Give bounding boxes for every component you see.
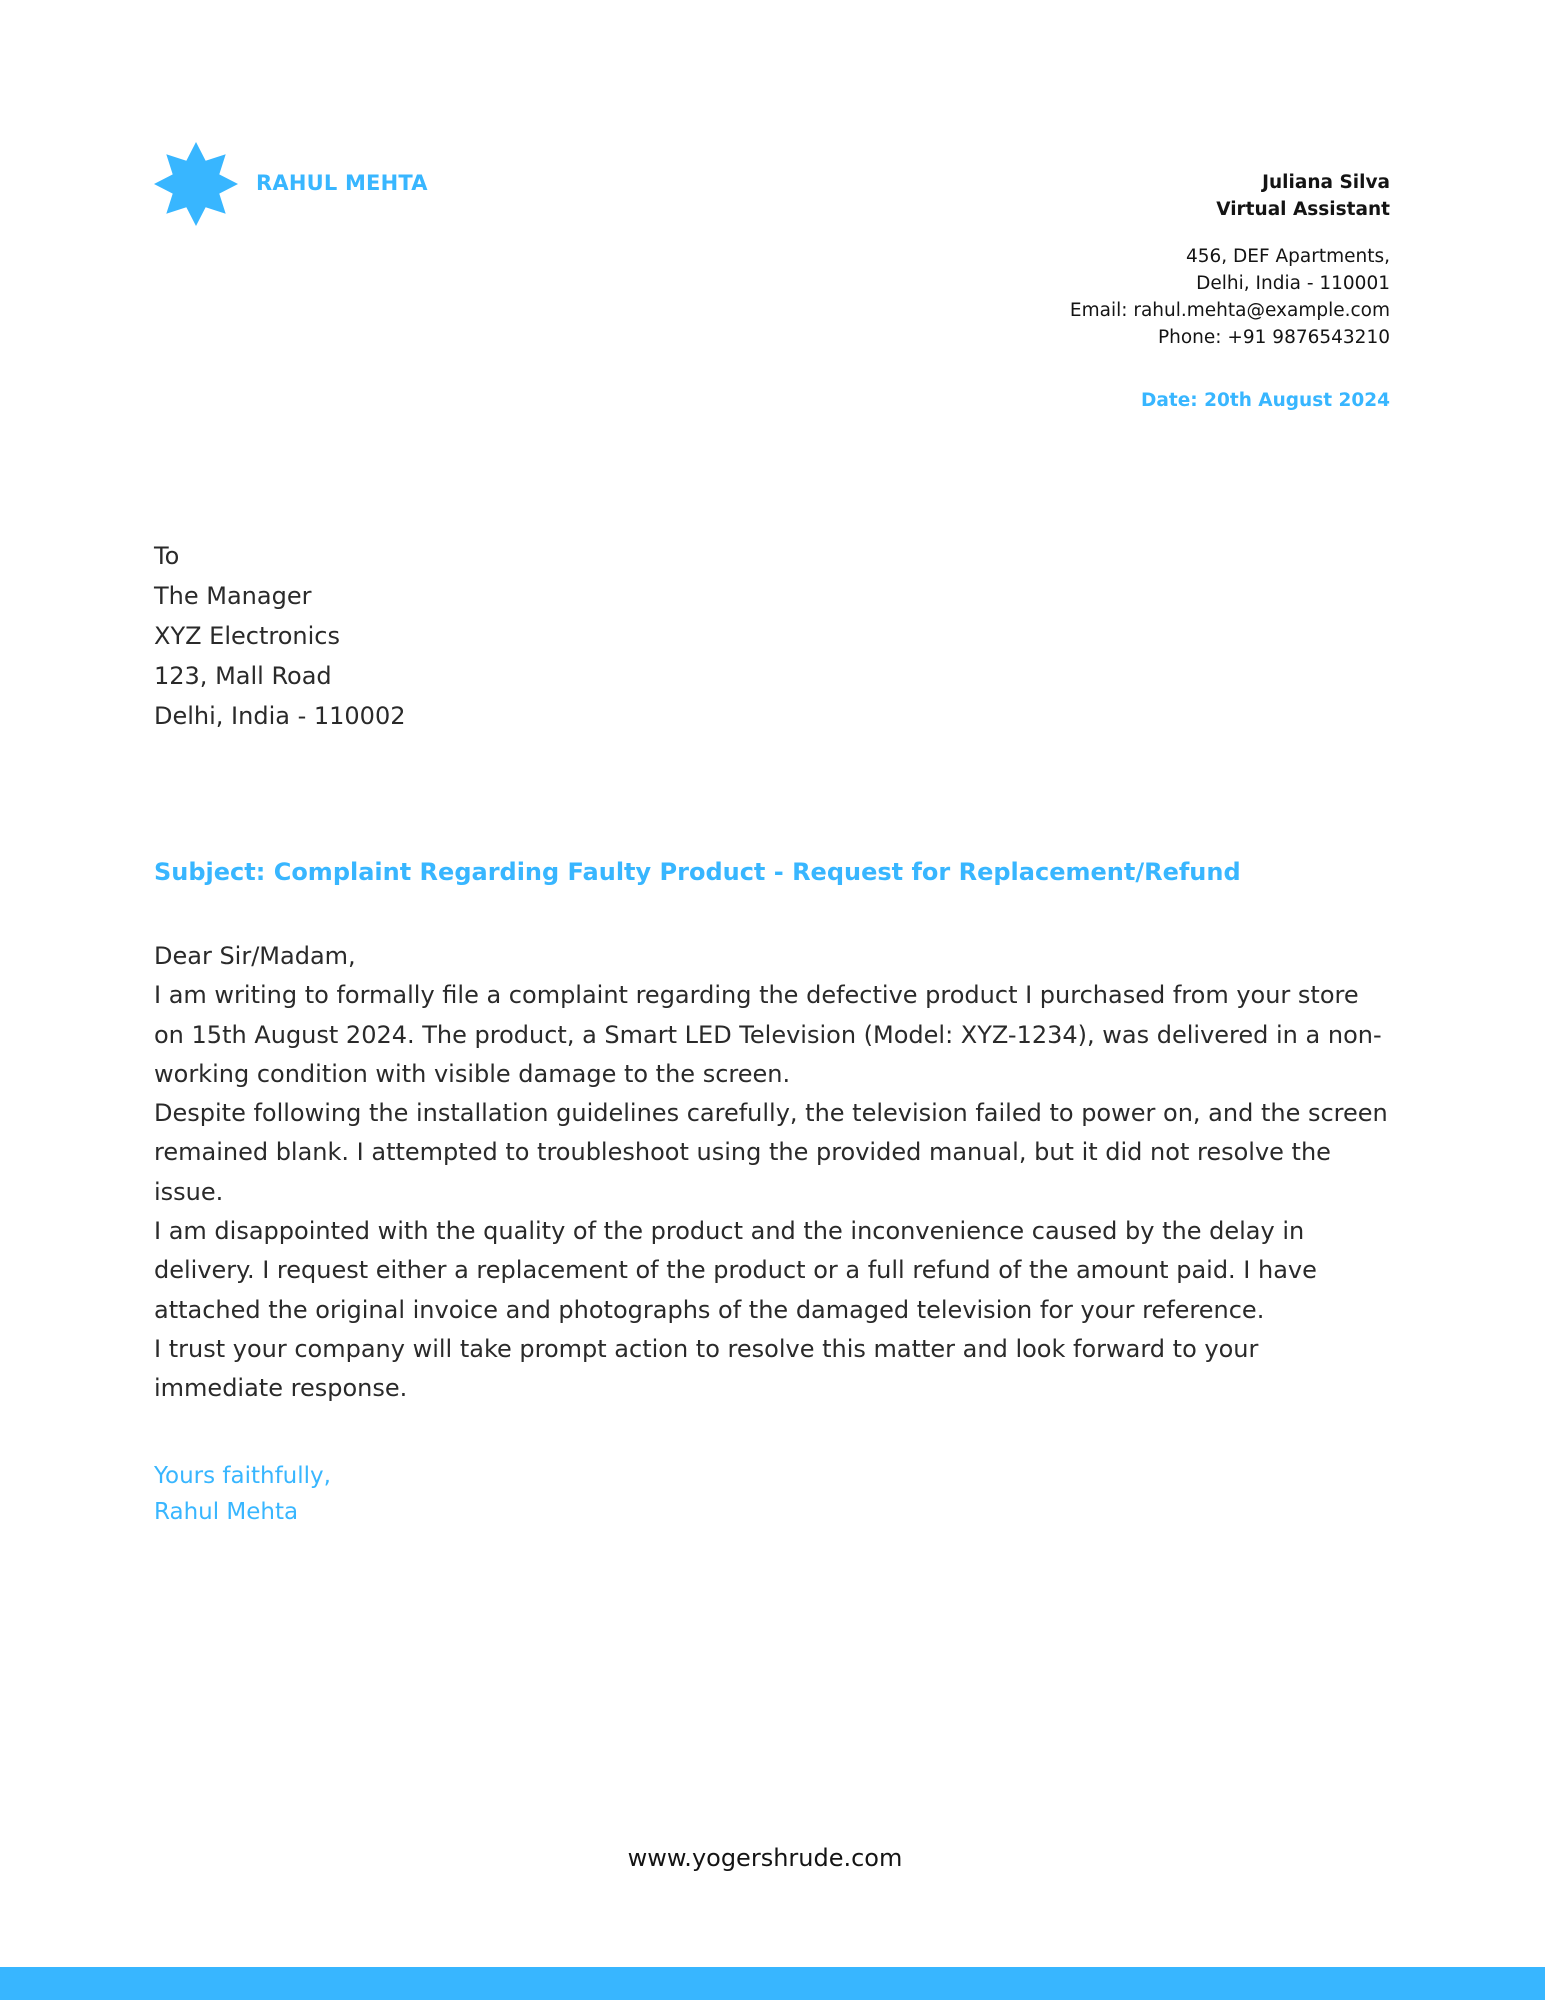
recipient-street: 123, Mall Road (154, 662, 332, 690)
sender-phone: Phone: +91 9876543210 (1157, 327, 1390, 348)
recipient-to: To (154, 542, 180, 570)
subject-line: Subject: Complaint Regarding Faulty Product - Request for Replacement/Refund (154, 858, 1241, 886)
salutation: Dear Sir/Madam, (154, 942, 356, 970)
valediction: Yours faithfully, (154, 1463, 331, 1489)
body-paragraph-4: I trust your company will take prompt action to resolve this matter and look forward to your immediate response. (154, 1334, 1259, 1403)
brand-name: RAHUL MEHTA (256, 171, 428, 195)
sender-email: Email: rahul.mehta@example.com (1069, 300, 1390, 321)
sender-address-line2: Delhi, India - 110001 (1196, 273, 1390, 294)
body-paragraph-3: I am disappointed with the quality of the product and the inconvenience caused by the delay in delivery. I request either a replacement of the product or a full refund of the amount paid. I have attached the original invoice and photographs of the damaged television for your reference. (154, 1217, 1317, 1324)
recipient-title: The Manager (154, 582, 312, 610)
footer-website: www.yogershrude.com (627, 1844, 903, 1872)
brand-header (154, 142, 428, 226)
sender-address-line1: 456, DEF Apartments, (1185, 246, 1390, 267)
sender-name: Juliana Silva (1262, 172, 1390, 193)
sender-address (1070, 243, 1390, 351)
recipient-company: XYZ Electronics (154, 622, 340, 650)
body-paragraph-2: Despite following the installation guidelines carefully, the television failed to power on, and the screen remained blank. I attempted to troubleshoot using the provided manual, but it did not resolve the issue. (154, 1099, 1388, 1206)
letter-body (154, 937, 1394, 1409)
recipient-block (154, 536, 405, 736)
body-paragraph-1: I am writing to formally file a complaint regarding the defective product I purchased from your store on 15th August 2024. The product, a Smart LED Television (Model: XYZ-1234), was delivered in a non-working condition with visible damage to the screen. (154, 981, 1382, 1088)
sender-block (1070, 169, 1390, 414)
signature-name: Rahul Mehta (154, 1499, 299, 1525)
recipient-city: Delhi, India - 110002 (154, 702, 406, 730)
sender-role: Virtual Assistant (1216, 199, 1390, 220)
footer-accent-bar (0, 1967, 1545, 2000)
letter-date: Date: 20th August 2024 (1141, 390, 1390, 411)
eight-point-star-icon (154, 142, 238, 226)
closing-block (154, 1458, 331, 1530)
